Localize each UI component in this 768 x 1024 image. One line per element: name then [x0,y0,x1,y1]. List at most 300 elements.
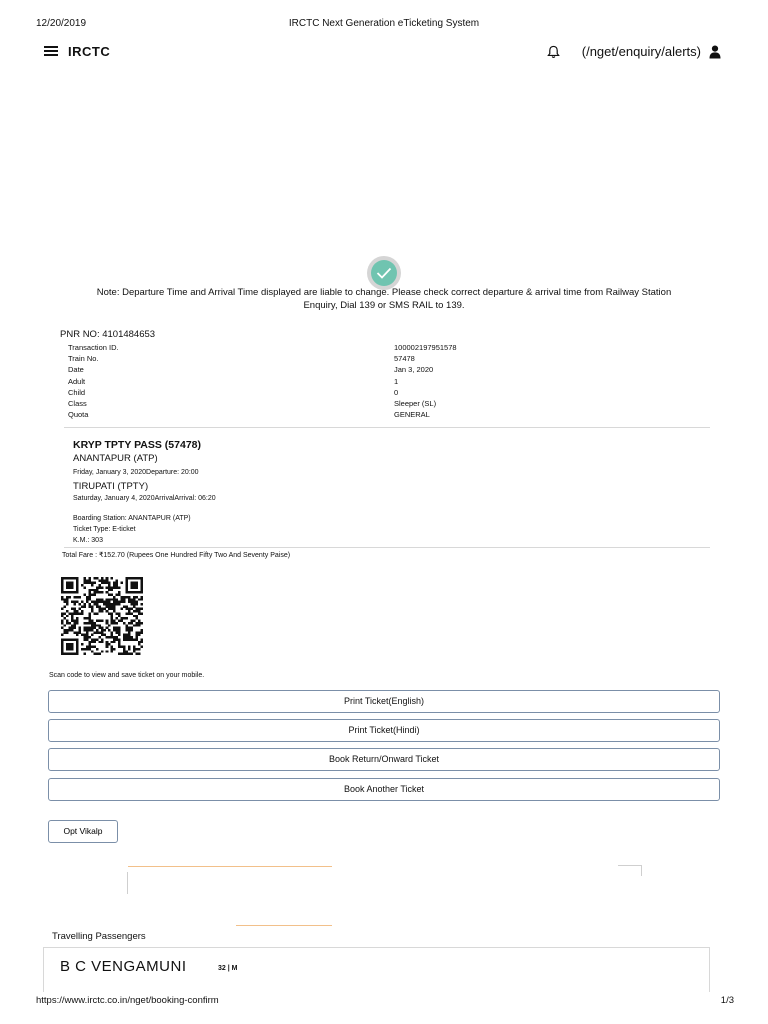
qr-module [111,612,114,614]
qr-module [118,627,121,629]
qr-module [106,627,109,629]
qr-module [91,610,94,612]
qr-module [123,598,126,600]
qr-module [123,636,126,638]
qr-module [88,605,91,607]
qr-module [96,598,99,600]
qr-module [136,601,139,603]
qr-module [136,610,139,612]
qr-module [71,601,74,603]
qr-module [138,624,141,626]
qr-module [86,636,89,638]
qr-module [71,586,74,588]
qr-module [73,622,76,624]
qr-module [71,617,74,619]
detail-label: Train No. [68,354,99,364]
qr-module [98,586,101,588]
qr-module [88,627,91,629]
qr-module [81,601,84,603]
qr-module [133,598,136,600]
qr-module [71,646,74,648]
qr-module [88,641,91,643]
qr-module [118,629,121,631]
qr-module [136,584,139,586]
qr-module [66,622,69,624]
qr-module [138,643,141,645]
qr-module [83,636,86,638]
qr-module [128,610,131,612]
qr-module [126,579,129,581]
qr-module [113,620,116,622]
qr-module [68,627,71,629]
qr-module [73,591,76,593]
qr-module [63,591,66,593]
qr-module [98,636,101,638]
qr-module [98,631,101,633]
qr-module [111,620,114,622]
qr-module [88,615,91,617]
qr-module [86,598,89,600]
qr-module [66,620,69,622]
qr-module [78,629,81,631]
qr-module [68,653,71,655]
qr-module [98,620,101,622]
qr-module [73,624,76,626]
qr-module [61,650,64,652]
qr-module [108,643,111,645]
qr-module [83,653,86,655]
qr-module [101,586,104,588]
qr-module [61,598,64,600]
detail-value: 1 [394,376,399,386]
qr-module [98,605,101,607]
qr-module [113,608,116,610]
qr-module [81,584,84,586]
qr-module [71,577,74,579]
qr-module [78,631,81,633]
qr-module [93,653,96,655]
qr-module [96,591,99,593]
qr-module [71,648,74,650]
qr-module [108,601,111,603]
ticket-type: Ticket Type: E-ticket [73,526,136,533]
detail-value: Jan 3, 2020 [394,365,434,375]
qr-module [71,627,74,629]
qr-module [131,622,134,624]
print-ticket-hindi-button[interactable]: Print Ticket(Hindi) [48,719,720,742]
qr-module [76,596,79,598]
qr-module [136,603,139,605]
qr-module [133,584,136,586]
brand-logo[interactable]: IRCTC [68,44,111,59]
qr-module [138,608,141,610]
qr-module [88,594,91,596]
qr-module [108,586,111,588]
qr-module [136,591,139,593]
qr-module [71,643,74,645]
qr-module [61,648,64,650]
qr-module [141,612,143,614]
qr-module [131,620,134,622]
hamburger-menu-icon[interactable] [44,46,58,57]
qr-module [76,610,79,612]
qr-module [73,653,76,655]
qr-module [126,586,129,588]
qr-module [126,617,129,619]
qr-module [118,594,121,596]
pnr-number: PNR NO: 4101484653 [60,329,156,340]
qr-module [136,582,139,584]
qr-module [71,591,74,593]
qr-module [108,582,111,584]
qr-module [76,579,79,581]
boarding-station: Boarding Station: ANANTAPUR (ATP) [73,515,191,522]
qr-module [98,624,101,626]
qr-module [76,582,79,584]
qr-module [126,624,129,626]
qr-module [141,577,143,579]
qr-module [66,598,69,600]
qr-module [101,629,104,631]
qr-module [121,620,124,622]
qr-module [88,603,91,605]
qr-module [86,617,89,619]
print-ticket-english-button[interactable]: Print Ticket(English) [48,690,720,713]
qr-module [93,589,96,591]
qr-module [108,603,111,605]
qr-module [68,591,71,593]
banner-fragment [128,866,332,867]
book-another-ticket-button[interactable]: Book Another Ticket [48,778,720,801]
qr-module [86,648,89,650]
qr-module [73,620,76,622]
banner-fragment [618,865,642,866]
qr-module [141,582,143,584]
detail-value: GENERAL [394,410,430,420]
qr-module [91,622,94,624]
qr-module [71,653,74,655]
qr-module [101,650,104,652]
qr-module [66,591,69,593]
qr-module [101,634,104,636]
qr-module [61,591,64,593]
qr-module [101,631,104,633]
qr-module [86,634,89,636]
qr-module [138,648,141,650]
qr-module [116,598,119,600]
detail-value: 57478 [394,354,415,364]
qr-module [131,636,134,638]
divider [64,427,710,428]
qr-module [111,634,114,636]
qr-module [96,601,99,603]
qr-module [133,577,136,579]
qr-module [93,622,96,624]
qr-module [68,643,71,645]
qr-module [113,582,116,584]
qr-module [63,577,66,579]
qr-module [106,650,109,652]
qr-module [68,648,71,650]
qr-module [116,579,119,581]
qr-module [126,653,129,655]
qr-module [88,591,91,593]
qr-module [123,622,126,624]
qr-module [113,629,116,631]
qr-module [63,617,66,619]
qr-module [63,638,66,640]
qr-module [136,653,139,655]
qr-module [108,636,111,638]
qr-module [88,622,91,624]
qr-module [126,638,129,640]
qr-module [106,641,109,643]
qr-module [83,627,86,629]
qr-module [83,603,86,605]
qr-module [126,636,129,638]
qr-module [138,631,141,633]
qr-module [128,608,131,610]
qr-module [66,577,69,579]
distance-km: K.M.: 303 [73,537,103,544]
qr-module [86,579,89,581]
qr-module [61,638,64,640]
qr-module [71,608,74,610]
qr-module [63,624,66,626]
qr-module [116,601,119,603]
qr-module [136,577,139,579]
qr-module [93,582,96,584]
qr-module [138,612,141,614]
qr-module [71,620,74,622]
print-date: 12/20/2019 [36,18,87,29]
qr-module [66,586,69,588]
qr-module [123,634,126,636]
qr-module [61,643,64,645]
qr-module [128,646,131,648]
qr-module [128,629,131,631]
qr-module [93,601,96,603]
qr-module [136,615,139,617]
qr-module [121,608,124,610]
qr-module [116,617,119,619]
detail-value: 100002197951578 [394,343,457,352]
qr-module [98,601,101,603]
qr-module [76,577,79,579]
qr-module [118,646,121,648]
qr-module [123,617,126,619]
qr-module [131,582,134,584]
qr-module [113,605,116,607]
qr-module [138,598,141,600]
qr-module [136,636,139,638]
qr-module [111,622,114,624]
qr-module [78,627,81,629]
qr-module [138,610,141,612]
qr-module [78,603,81,605]
qr-module [106,586,109,588]
qr-module [111,646,114,648]
qr-module [131,586,134,588]
qr-module [118,634,121,636]
qr-module [83,638,86,640]
qr-module [86,622,89,624]
qr-module [86,631,89,633]
user-icon[interactable] [709,45,721,59]
qr-module [126,605,129,607]
qr-module [118,641,121,643]
qr-module [128,648,131,650]
qr-module [133,624,136,626]
qr-module [103,603,106,605]
qr-module [101,598,104,600]
qr-module [93,603,96,605]
qr-module [61,615,64,617]
qr-module [96,624,99,626]
qr-module [128,638,131,640]
qr-module [96,586,99,588]
detail-row [68,399,668,410]
passenger-card [43,947,710,992]
qr-module [76,622,79,624]
print-page-number: 1/3 [720,995,734,1006]
qr-module [73,608,76,610]
qr-module [88,643,91,645]
alerts-link[interactable]: (/nget/enquiry/alerts) [581,44,701,59]
qr-module [118,612,121,614]
qr-module [103,629,106,631]
qr-module [61,653,64,655]
qr-module [66,646,69,648]
qr-module [81,648,84,650]
passenger-age-gender: 32 | M [218,965,238,972]
qr-module [88,648,91,650]
qr-module [61,608,64,610]
print-footer-url: https://www.irctc.co.in/nget/booking-confirm [36,995,219,1006]
qr-module [128,631,131,633]
qr-module [111,641,114,643]
qr-module [91,634,94,636]
passenger-name: B C VENGAMUNI [60,958,187,975]
qr-module [111,631,114,633]
bell-icon[interactable] [547,45,560,59]
qr-module [81,612,84,614]
qr-module [118,603,121,605]
qr-module [91,624,94,626]
qr-module [66,631,69,633]
detail-value: 0 [394,387,399,397]
qr-module [116,636,119,638]
qr-module [128,577,131,579]
qr-module [86,627,89,629]
qr-module [73,627,76,629]
qr-module [73,612,76,614]
qr-module [93,591,96,593]
qr-module [73,577,76,579]
qr-module [111,598,114,600]
qr-module [83,582,86,584]
qr-module [83,634,86,636]
qr-module [61,577,64,579]
qr-module [91,582,94,584]
qr-module [138,591,141,593]
qr-module [63,631,66,633]
qr-module [76,631,79,633]
qr-module [141,608,143,610]
qr-module [96,620,99,622]
qr-module [141,638,143,640]
qr-module [113,627,116,629]
qr-module [128,622,131,624]
qr-module [86,646,89,648]
qr-module [93,627,96,629]
qr-module [98,598,101,600]
qr-module [68,638,71,640]
qr-module [111,577,114,579]
qr-module [61,579,64,581]
qr-module [61,620,64,622]
success-badge [367,256,401,290]
qr-module [81,610,84,612]
qr-module [131,627,134,629]
qr-module [133,615,136,617]
qr-module [106,610,109,612]
detail-row [68,410,668,421]
qr-module [91,601,94,603]
qr-module [93,594,96,596]
qr-module [66,629,69,631]
qr-module [121,653,124,655]
qr-module [88,596,91,598]
qr-module [131,577,134,579]
qr-module [93,641,96,643]
banner-fragment [236,925,332,926]
qr-module [76,646,79,648]
qr-module [136,634,139,636]
qr-module [63,605,66,607]
qr-module [66,601,69,603]
qr-module [91,650,94,652]
note-line-1: Note: Departure Time and Arrival Time displayed are liable to change. Please check correct departure & arrival time from Railway Station [96,287,672,298]
qr-module [128,636,131,638]
qr-module [113,603,116,605]
qr-module [71,582,74,584]
qr-module [78,596,81,598]
qr-module [108,629,111,631]
qr-module [128,612,131,614]
qr-module [123,605,126,607]
qr-module [76,638,79,640]
opt-vikalp-button[interactable]: Opt Vikalp [48,820,118,843]
qr-module [141,622,143,624]
qr-module [121,617,124,619]
qr-module [98,579,101,581]
qr-module [133,638,136,640]
detail-label: Transaction ID. [68,343,119,352]
book-return-ticket-button[interactable]: Book Return/Onward Ticket [48,748,720,771]
detail-row [68,343,668,354]
qr-module [101,620,104,622]
qr-module [86,629,89,631]
qr-module [76,643,79,645]
qr-module [133,591,136,593]
qr-module [123,653,126,655]
qr-module [76,620,79,622]
qr-module [141,584,143,586]
qr-module [131,598,134,600]
qr-module [83,648,86,650]
qr-module [88,579,91,581]
